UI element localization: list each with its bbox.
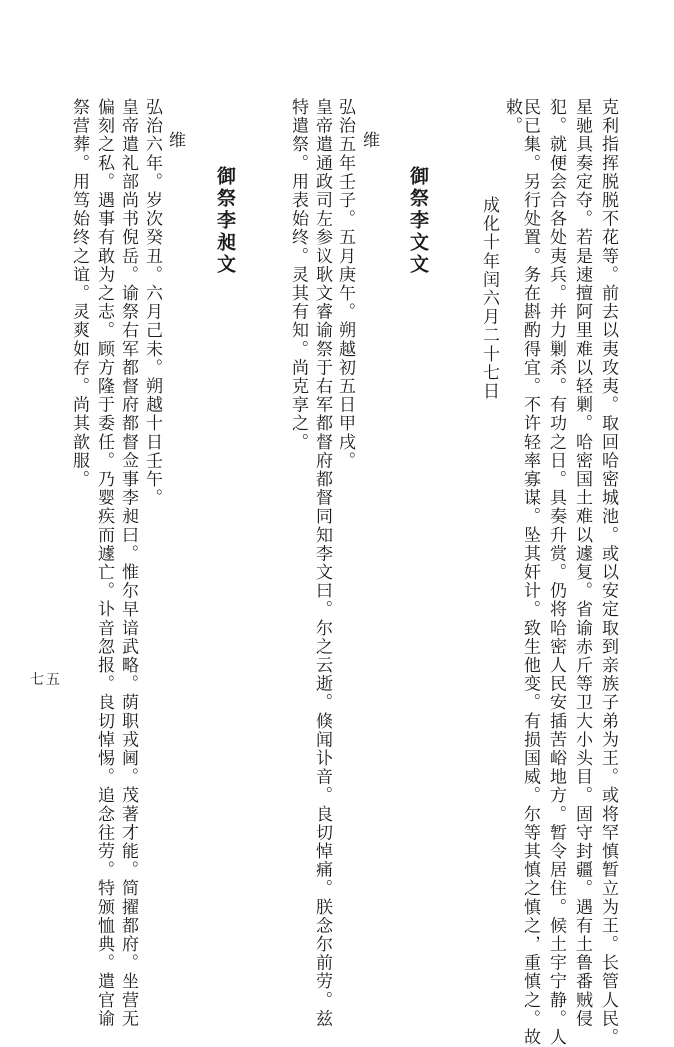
- eulogy2-line-1: 弘治六年。岁次癸丑。六月己未。朔越十日壬午。: [142, 98, 162, 508]
- eulogy1-line-1: 弘治五年壬子。五月庚午。朔越初五日甲戌。: [335, 98, 355, 470]
- eulogy1-line-2: 皇帝遣通政司左参议耿文睿谕祭于右军都督府都督同知李文曰。尔之云逝。倏闻讣音。良切悼痛。朕念尔前劳。兹: [312, 98, 332, 1028]
- edict-line-3: 犯。就便会合各处夷兵。并力剿杀。有功之日。具奏升赏。仍将哈密人民安插苦峪地方。暂令居住。候土宇宁静。人: [546, 98, 566, 1047]
- eulogy2-line-3: 偏刻之私。遇事有敢为之志。顾方隆于委任。乃婴疾而遽亡。讣音忽报。良切悼惕。追念往劳。特颁恤典。遣官谕: [94, 98, 114, 1028]
- eulogy2-line-2: 皇帝遣礼部尚书倪岳。谕祭右军都督府都督佥事李昶曰。惟尔早谙武略。荫职戎阃。茂著才能。简擢都府。坐营无: [118, 98, 138, 1028]
- edict-line-1: 克利指挥脱脱不花等。前去以夷攻夷。取回哈密城池。或以安定取到亲族子弟为王。或将罕慎暂立为王。长管人民。: [598, 98, 618, 1047]
- edict-date: 成化十年闰六月二十七日: [479, 196, 499, 401]
- section-title-li-chang: 御祭李昶文: [214, 166, 236, 276]
- section-title-li-wen: 御祭李文文: [407, 166, 429, 276]
- eulogy1-line-3: 特遣祭。用表始终。灵其有知。尚克享之。: [288, 98, 308, 452]
- edict-line-5: 敕。: [502, 98, 522, 136]
- page-number: 七五: [30, 672, 62, 688]
- edict-line-2: 星驰具奏定夺。若是速擅阿里难以轻剿。哈密国土难以遽复。省谕赤斤等卫大小头目。固守封疆。遇有土鲁番贼侵: [572, 98, 592, 1028]
- eulogy2-opening: 维: [165, 131, 185, 150]
- eulogy2-line-4: 祭营葬。用笃始终之谊。灵爽如存。尚其歆服。: [69, 98, 89, 489]
- eulogy1-opening: 维: [359, 131, 379, 150]
- edict-line-4: 民已集。另行处置。务在斟酌得宜。不许轻率寡谋。坠其奸计。致生他变。有损国威。尔等其慎之慎之，重慎之。故: [520, 98, 540, 1047]
